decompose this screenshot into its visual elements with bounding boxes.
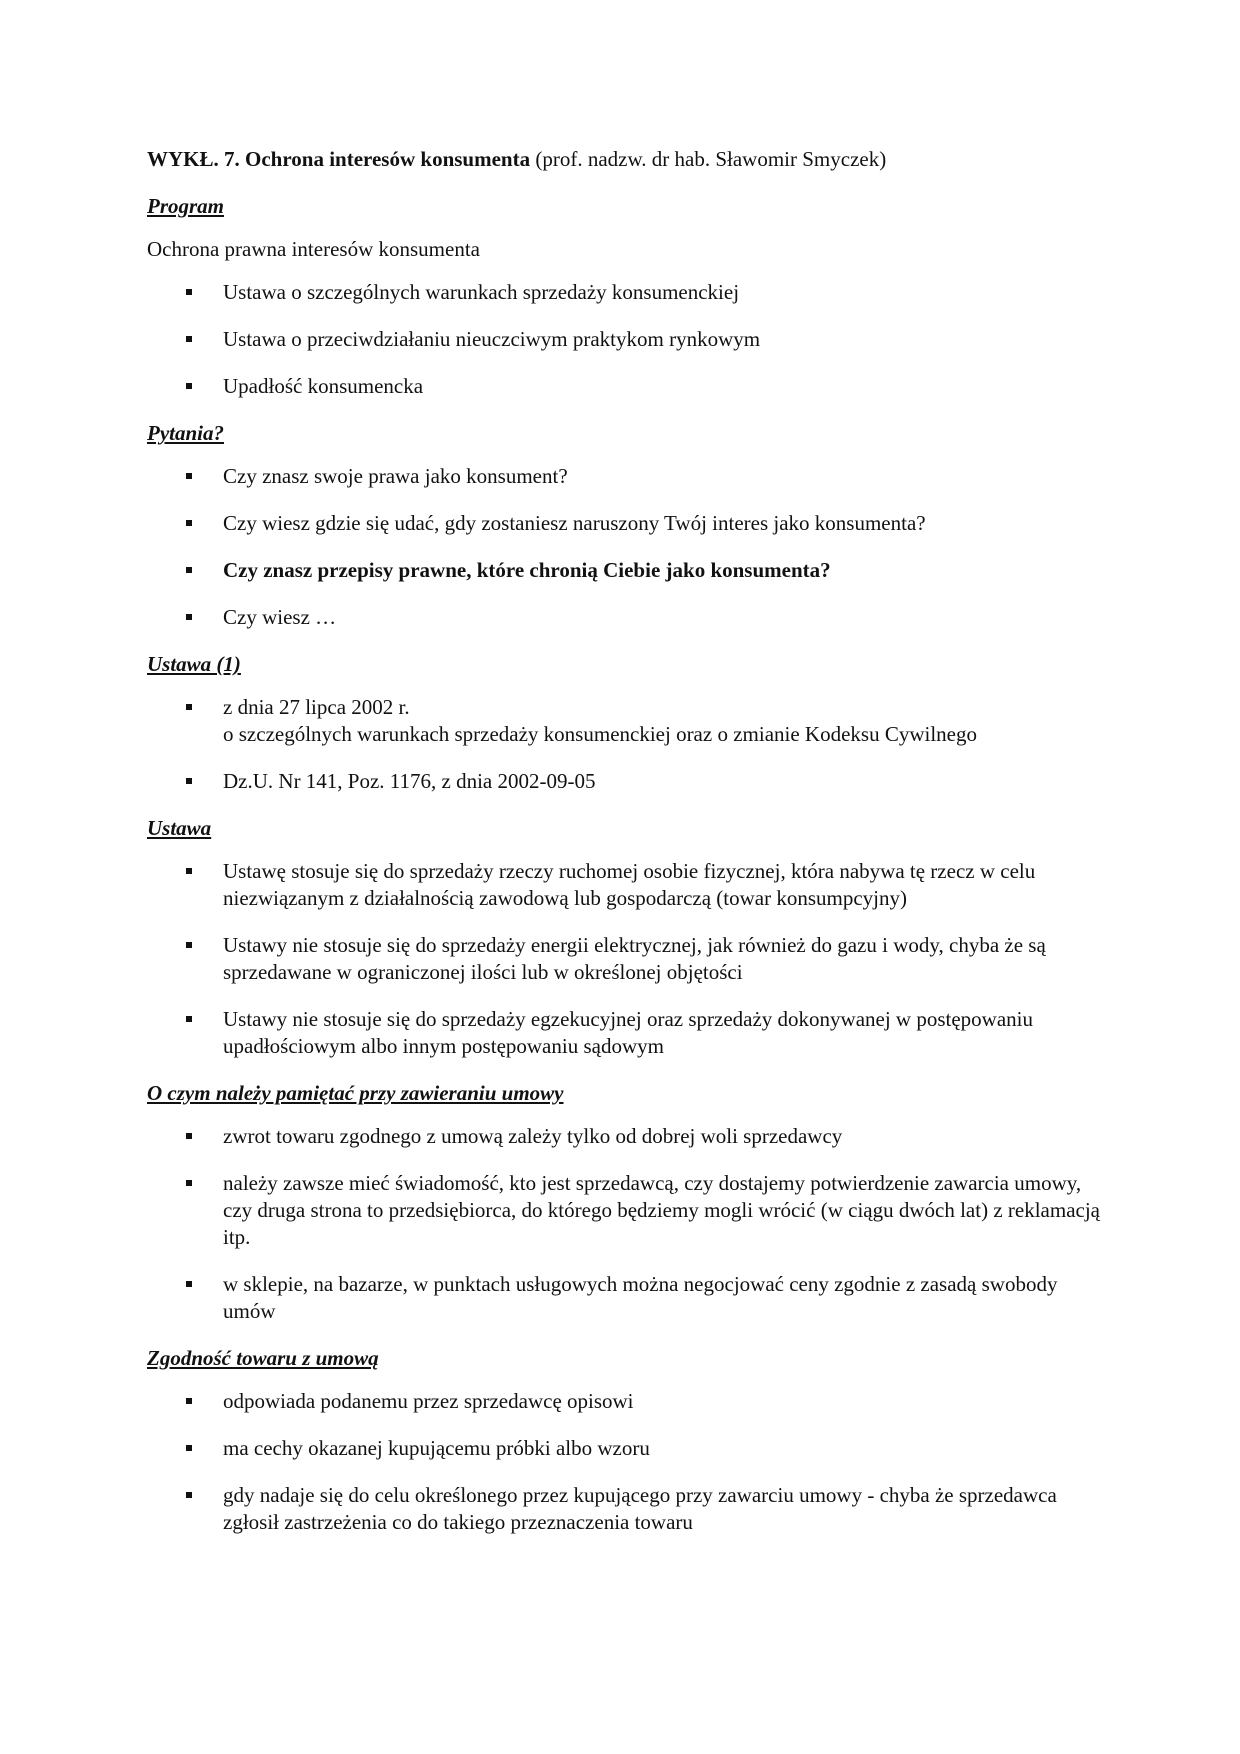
program-list <box>147 279 1107 400</box>
document-body <box>147 146 1107 1556</box>
list-item: Czy wiesz gdzie się udać, gdy zostaniesz naruszony Twój interes jako konsumenta? <box>147 510 1107 537</box>
list-item: ma cechy okazanej kupującemu próbki albo wzoru <box>147 1435 1107 1462</box>
heading-ustawa-1: Ustawa (1) <box>147 652 241 676</box>
square-bullet-icon <box>186 704 192 710</box>
program-intro: Ochrona prawna interesów konsumenta <box>147 237 480 261</box>
square-bullet-icon <box>186 289 192 295</box>
list-item: gdy nadaje się do celu określonego przez kupującego przy zawarciu umowy - chyba że sprzedawca zgłosił zastrzeżenia co do takiego przeznaczenia towaru <box>147 1482 1107 1536</box>
square-bullet-icon <box>186 1445 192 1451</box>
list-item: Czy wiesz … <box>147 604 1107 631</box>
zgodnosc-list <box>147 1388 1107 1536</box>
heading-pamietac: O czym należy pamiętać przy zawieraniu umowy <box>147 1081 564 1105</box>
list-item: Czy znasz swoje prawa jako konsument? <box>147 463 1107 490</box>
square-bullet-icon <box>186 1180 192 1186</box>
list-item: zwrot towaru zgodnego z umową zależy tylko od dobrej woli sprzedawcy <box>147 1123 1107 1150</box>
heading-ustawa: Ustawa <box>147 816 212 840</box>
list-item: należy zawsze mieć świadomość, kto jest sprzedawcą, czy dostajemy potwierdzenie zawarcia umowy, czy druga strona to przedsiębiorca, do którego będziemy mogli wrócić (w ciągu dwóch lat) z reklamacją itp. <box>147 1170 1107 1251</box>
ustawa-list <box>147 858 1107 1060</box>
pamietac-list <box>147 1123 1107 1325</box>
list-item: odpowiada podanemu przez sprzedawcę opisowi <box>147 1388 1107 1415</box>
pytania-list <box>147 463 1107 631</box>
list-item: Czy znasz przepisy prawne, które chronią Ciebie jako konsumenta? <box>147 557 1107 584</box>
list-item: Ustawy nie stosuje się do sprzedaży egzekucyjnej oraz sprzedaży dokonywanej w postępowaniu upadłościowym albo innym postępowaniu sądowym <box>147 1006 1107 1060</box>
list-item: w sklepie, na bazarze, w punktach usługowych można negocjować ceny zgodnie z zasadą swobody umów <box>147 1271 1107 1325</box>
list-item: Ustawa o szczególnych warunkach sprzedaży konsumenckiej <box>147 279 1107 306</box>
lecture-title-author: (prof. nadzw. dr hab. Sławomir Smyczek) <box>530 147 887 171</box>
heading-zgodnosc: Zgodność towaru z umową <box>147 1346 379 1370</box>
square-bullet-icon <box>186 473 192 479</box>
square-bullet-icon <box>186 520 192 526</box>
square-bullet-icon <box>186 567 192 573</box>
lecture-title-main: WYKŁ. 7. Ochrona interesów konsumenta <box>147 147 531 171</box>
square-bullet-icon <box>186 1492 192 1498</box>
square-bullet-icon <box>186 1281 192 1287</box>
square-bullet-icon <box>186 1016 192 1022</box>
square-bullet-icon <box>186 1398 192 1404</box>
square-bullet-icon <box>186 336 192 342</box>
ustawa-1-list <box>147 694 1107 795</box>
list-item: Upadłość konsumencka <box>147 373 1107 400</box>
heading-program: Program <box>147 194 225 218</box>
list-item: Dz.U. Nr 141, Poz. 1176, z dnia 2002-09-05 <box>147 768 1107 795</box>
list-item: Ustawy nie stosuje się do sprzedaży energii elektrycznej, jak również do gazu i wody, chyba że są sprzedawane w ograniczonej ilości lub w określonej objętości <box>147 932 1107 986</box>
square-bullet-icon <box>186 942 192 948</box>
square-bullet-icon <box>186 778 192 784</box>
square-bullet-icon <box>186 868 192 874</box>
square-bullet-icon <box>186 383 192 389</box>
lecture-title <box>147 146 1107 173</box>
list-item: z dnia 27 lipca 2002 r. o szczególnych warunkach sprzedaży konsumenckiej oraz o zmianie Kodeksu Cywilnego <box>147 694 1107 748</box>
heading-pytania: Pytania? <box>147 421 224 445</box>
list-item: Ustawa o przeciwdziałaniu nieuczciwym praktykom rynkowym <box>147 326 1107 353</box>
square-bullet-icon <box>186 614 192 620</box>
list-item: Ustawę stosuje się do sprzedaży rzeczy ruchomej osobie fizycznej, która nabywa tę rzecz w celu niezwiązanym z działalnością zawodową lub gospodarczą (towar konsumpcyjny) <box>147 858 1107 912</box>
square-bullet-icon <box>186 1133 192 1139</box>
